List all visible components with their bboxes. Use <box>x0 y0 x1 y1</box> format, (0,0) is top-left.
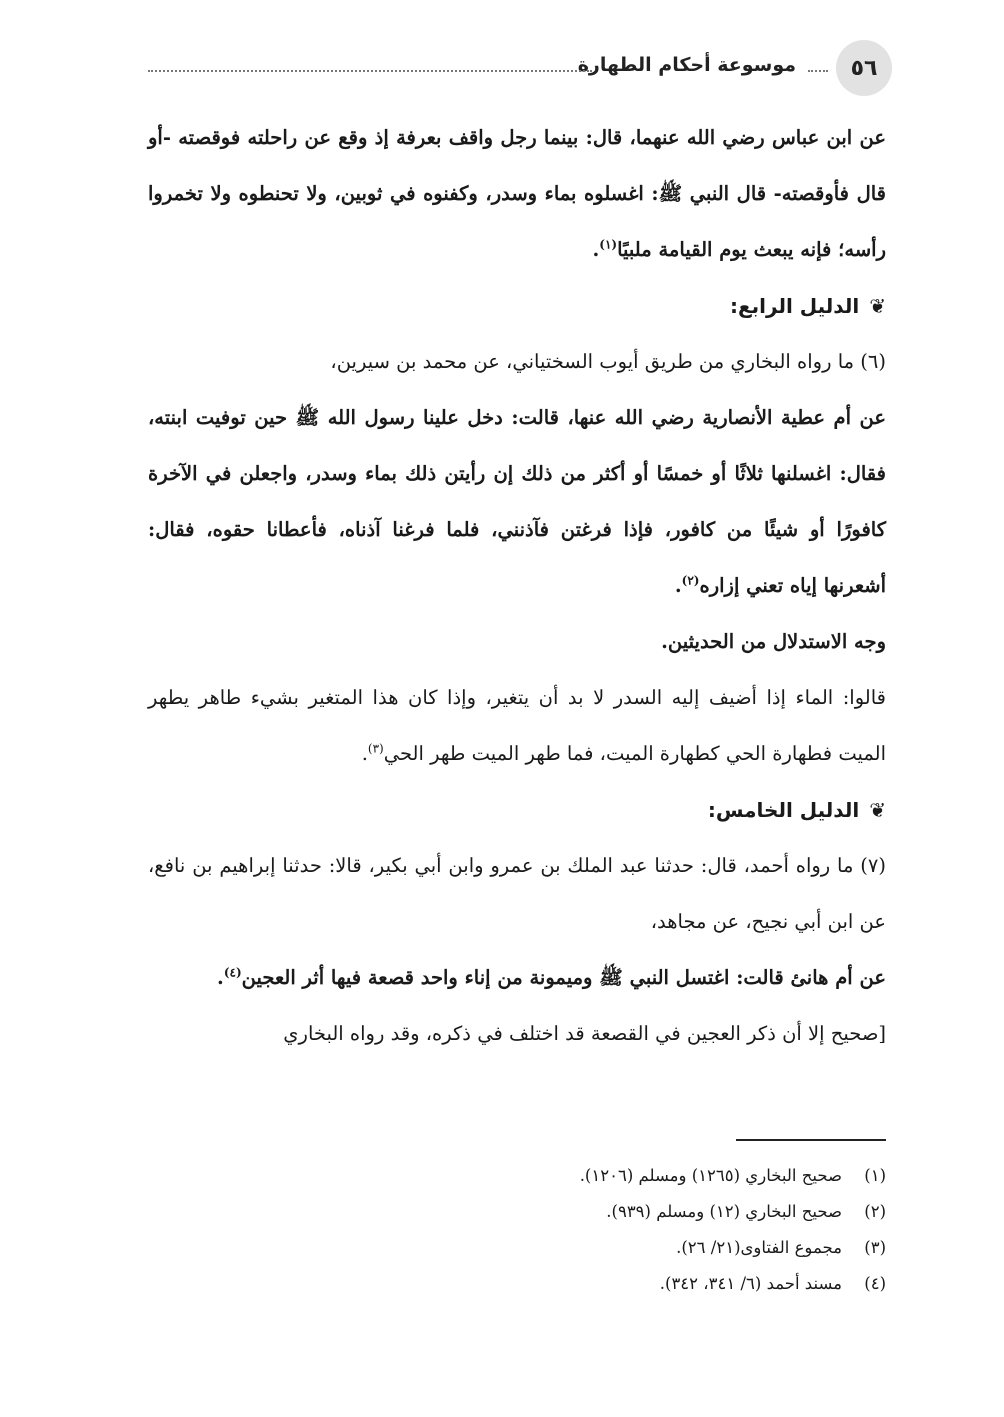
section-heading-evidence-5: ❦الدليل الخامس: <box>148 782 886 838</box>
section-heading-evidence-4: ❦الدليل الرابع: <box>148 278 886 334</box>
footnote-2: (٢)صحيح البخاري (١٢) ومسلم (٩٣٩). <box>606 1202 886 1221</box>
paragraph-chain-bukhari: (٦) ما رواه البخاري من طريق أيوب السختياني، عن محمد بن سيرين، <box>330 350 886 373</box>
footnote-ref-1[interactable]: (١) <box>599 237 618 252</box>
page-header <box>140 40 892 104</box>
footnote-1: (١)صحيح البخاري (١٢٦٥) ومسلم (١٢٠٦). <box>579 1166 886 1185</box>
footnote-separator <box>736 1139 886 1141</box>
paragraph-explanation: قالوا: الماء إذا أضيف إليه السدر لا بد أن يتغير، وإذا كان هذا المتغير بشيء طاهر يطهر الميت فطهارة الحي كطهارة الميت، فما طهر الميت طهر الحي$^{(٣)}$. <box>148 686 886 765</box>
page-number-badge <box>836 40 892 96</box>
footnotes <box>148 1158 886 1302</box>
paragraph-hadith-umm-atiyya: عن أم عطية الأنصارية رضي الله عنها، قالت: دخل علينا رسول الله ﷺ حين توفيت ابنته، فقال: اغسلنها ثلاثًا أو خمسًا أو أكثر من ذلك إن رأيتن ذلك بماء وسدر، واجعلن في الآخرة كافورًا أو شيئًا من كافور، فإذا فرغتن فآذنني، فلما فرغنا آذناه، فأعطانا حقوه، فقال: أشعرنها إياه تعني إزاره$^{(٢)}$. <box>148 406 886 597</box>
page-number: ٥٦ <box>850 55 878 81</box>
ornament-icon: ❦ <box>869 294 886 318</box>
header-dotted-rule-right <box>808 70 828 72</box>
header-dotted-rule-left <box>148 70 592 72</box>
footnote-4: (٤)مسند أحمد (٦/ ٣٤١، ٣٤٢). <box>659 1274 886 1293</box>
ornament-icon: ❦ <box>869 798 886 822</box>
paragraph-hadith-ibn-abbas: عن ابن عباس رضي الله عنهما، قال: بينما رجل واقف بعرفة إذ وقع عن راحلته فوقصته -أو قال فأوقصته- قال النبي ﷺ: اغسلوه بماء وسدر، وكفنوه في ثوبين، ولا تحنطوه ولا تخمروا رأسه؛ فإنه يبعث يوم القيامة ملبيًا$^{(١)}$. <box>148 126 886 261</box>
paragraph-hadith-umm-hani: عن أم هانئ قالت: اغتسل النبي ﷺ وميمونة من إناء واحد قصعة فيها أثر العجين$^{(٤)}$. <box>217 965 886 989</box>
book-title: موسوعة أحكام الطهارة <box>577 54 796 76</box>
paragraph-chain-ahmad: (٧) ما رواه أحمد، قال: حدثنا عبد الملك بن عمرو وابن أبي بكير، قالا: حدثنا إبراهيم بن نافع، عن ابن أبي نجيح، عن مجاهد، <box>148 854 886 933</box>
footnote-3: (٣)مجموع الفتاوى(٢١/ ٢٦). <box>676 1238 886 1257</box>
footnote-ref-2[interactable]: (٢) <box>681 573 700 588</box>
footnote-ref-4[interactable]: (٤) <box>223 965 242 980</box>
footnote-ref-3[interactable]: (٣) <box>367 741 384 756</box>
paragraph-grading: [صحيح إلا أن ذكر العجين في القصعة قد اختلف في ذكره، وقد رواه البخاري <box>283 1022 886 1045</box>
main-text <box>148 110 886 1062</box>
paragraph-inference: وجه الاستدلال من الحديثين. <box>661 630 886 653</box>
